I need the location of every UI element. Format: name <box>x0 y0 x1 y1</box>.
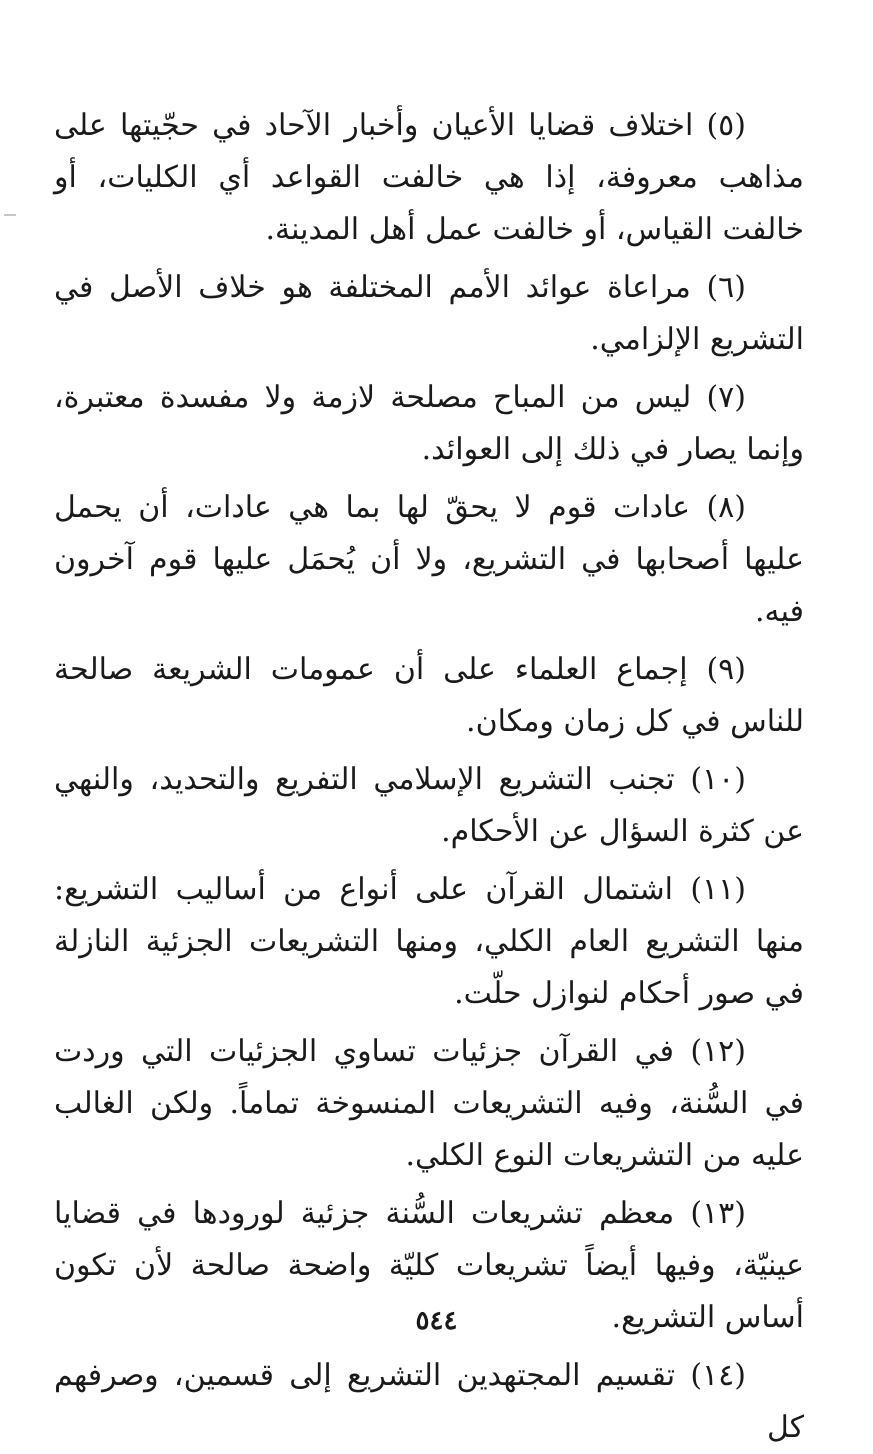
paragraph-9: (٩) إجماع العلماء على أن عمومات الشريعة صالحة للناس في كل زمان ومكان. <box>54 652 804 739</box>
paragraph-8: (٨) عادات قوم لا يحقّ لها بما هي عادات، أن يحمل عليها أصحابها في التشريع، ولا أن يُحمَل عليها قوم آخرون فيه. <box>54 490 804 629</box>
paragraph-6: (٦) مراعاة عوائد الأمم المختلفة هو خلاف الأصل في التشريع الإلزامي. <box>54 270 804 357</box>
paragraph-12: (١٢) في القرآن جزئيات تساوي الجزئيات التي وردت في السُّنة، وفيه التشريعات المنسوخة تماماً. ولكن الغالب عليه من التشريعات النوع الكلي. <box>54 1034 804 1173</box>
page-number: ٥٤٤ <box>415 1306 458 1336</box>
paragraph-10: (١٠) تجنب التشريع الإسلامي التفريع والتحديد، والنهي عن كثرة السؤال عن الأحكام. <box>54 762 804 849</box>
paragraph-5: (٥) اختلاف قضايا الأعيان وأخبار الآحاد في حجّيتها على مذاهب معروفة، إذا هي خالفت القواعد أي الكليات، أو خالفت القياس، أو خالفت عمل أهل المدينة. <box>54 108 804 247</box>
paragraph-14: (١٤) تقسيم المجتهدين التشريع إلى قسمين، وصرفهم كل <box>54 1358 804 1445</box>
paragraph-7: (٧) ليس من المباح مصلحة لازمة ولا مفسدة معتبرة، وإنما يصار في ذلك إلى العوائد. <box>54 380 804 467</box>
paragraph-13: (١٣) معظم تشريعات السُّنة جزئية لورودها في قضايا عينيّة، وفيها أيضاً تشريعات كليّة واضحة صالحة لأن تكون أساس التشريع. <box>54 1196 804 1335</box>
paragraph-11: (١١) اشتمال القرآن على أنواع من أساليب التشريع: منها التشريع العام الكلي، ومنها التشريعات الجزئية النازلة في صور أحكام لنوازل حلّت. <box>54 872 804 1011</box>
page-edge-mark <box>4 214 16 216</box>
